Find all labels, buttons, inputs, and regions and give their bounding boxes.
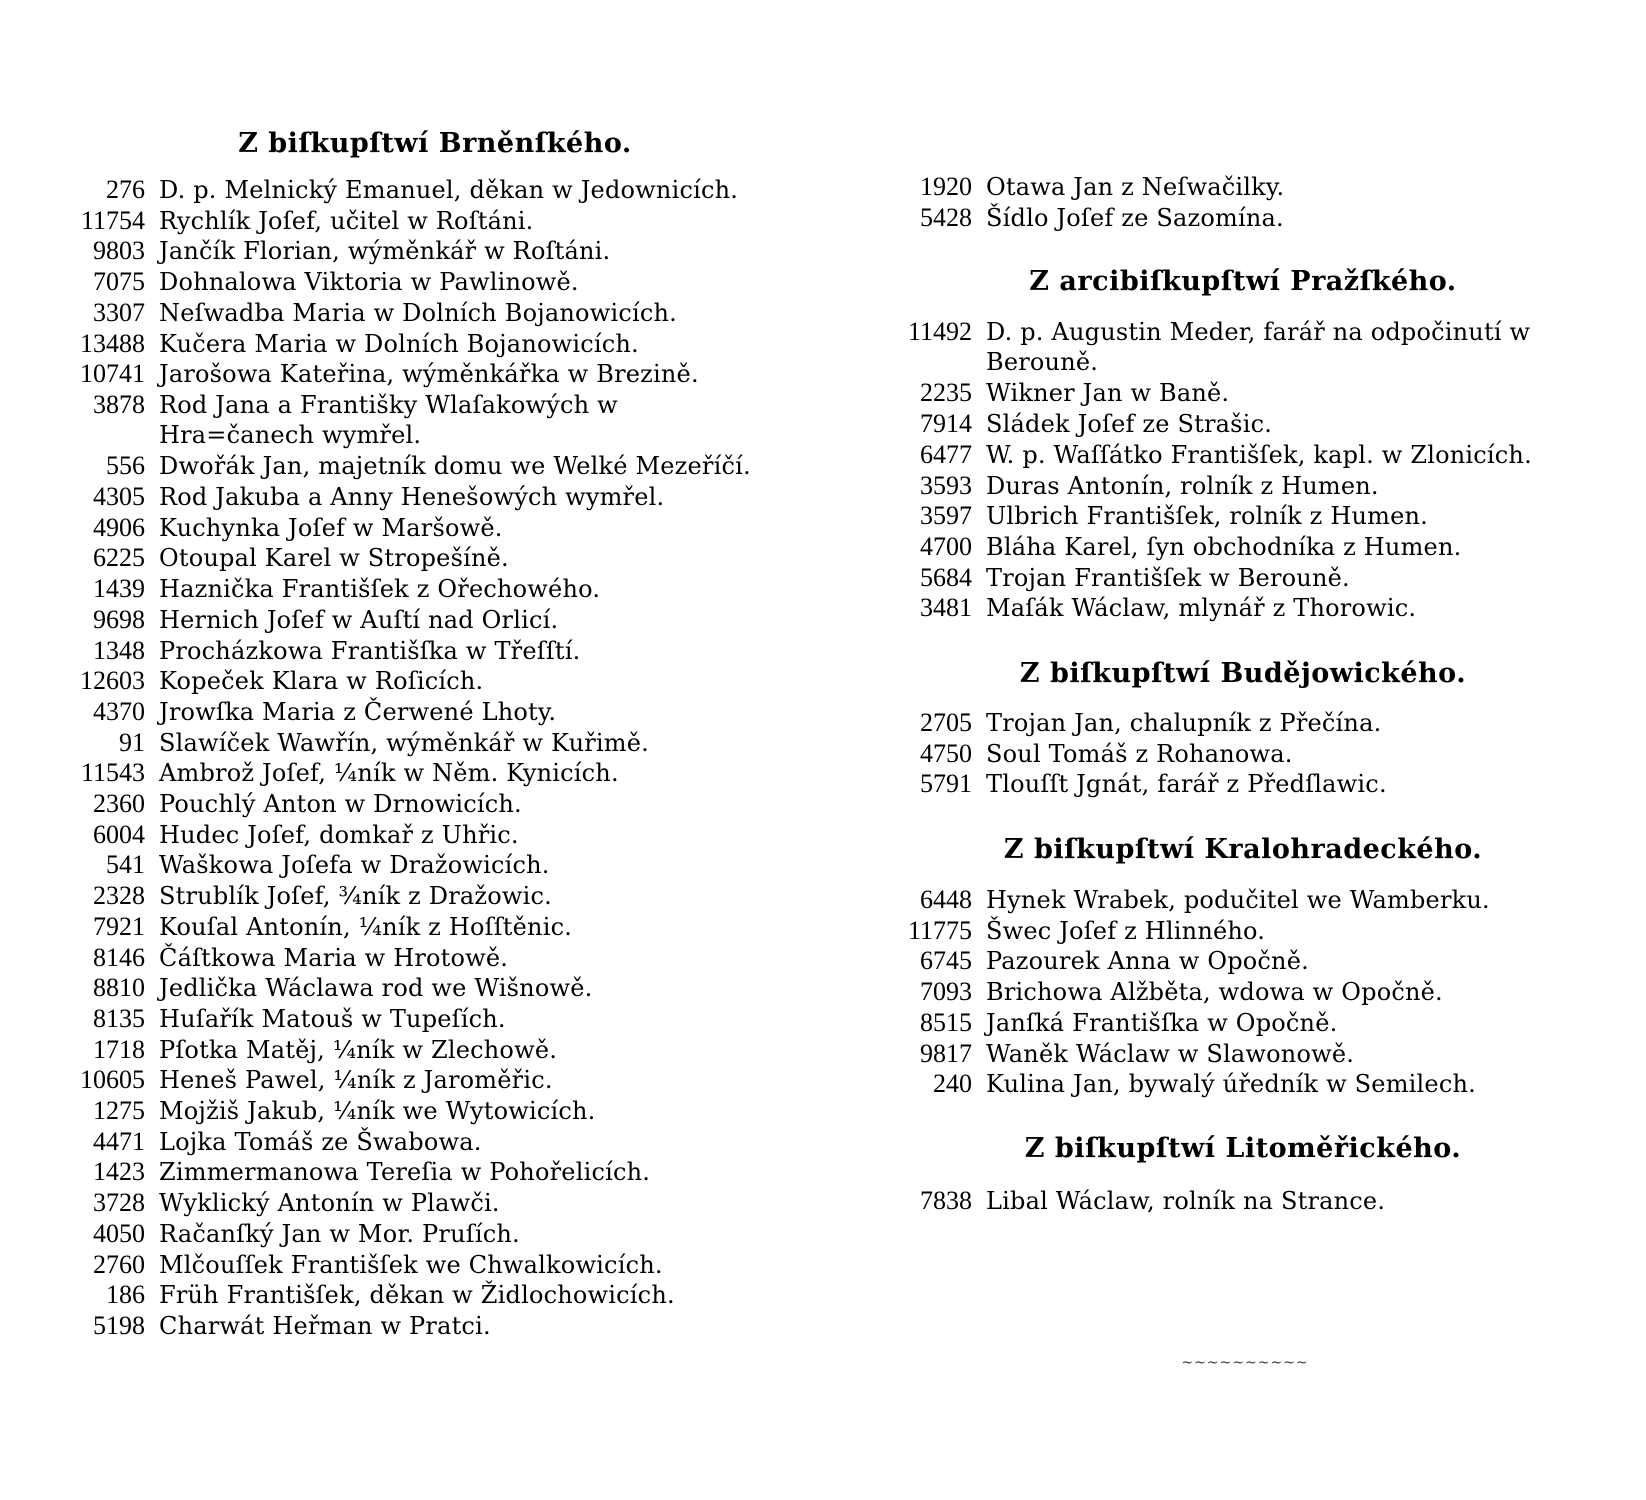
entry-number: 186: [106, 1280, 145, 1310]
list-item: [55, 450, 751, 482]
list-item: [878, 1007, 1337, 1039]
entry-text: Rychlík Joſef, učitel w Roſtáni.: [159, 206, 534, 235]
entry-number: 541: [106, 850, 145, 880]
entry-number: 6477: [920, 439, 972, 469]
entry-number: 276: [106, 175, 145, 204]
list-item: [878, 439, 1532, 471]
entry-text: Otoupal Karel w Stropešíně.: [159, 544, 509, 573]
entry-number: 12603: [80, 666, 145, 696]
entry-number: 5198: [93, 1310, 145, 1340]
entry-number: 6745: [920, 946, 972, 976]
entry-number: 7914: [920, 409, 972, 439]
list-item: [55, 1064, 553, 1096]
list-item: [878, 945, 1309, 977]
list-item: [55, 1034, 557, 1066]
list-item: [55, 727, 649, 759]
entry-number: 2705: [920, 708, 972, 737]
list-item: [55, 1218, 520, 1250]
entry-number: 5428: [920, 202, 972, 232]
section-heading-litomerice: Z biſkupſtwí Litoměřického.: [1024, 1133, 1462, 1164]
entry-number: 5684: [920, 562, 972, 592]
entry-number: 9698: [93, 604, 145, 634]
entry-number: 7093: [920, 977, 972, 1007]
list-item: [55, 573, 600, 605]
list-item: [878, 562, 1350, 594]
entry-text: Waněk Wáclaw w Slawonowě.: [986, 1039, 1355, 1068]
list-item: [55, 788, 522, 820]
list-item: [55, 665, 483, 697]
entry-text: Bláha Karel, ſyn obchodníka z Humen.: [986, 532, 1462, 561]
list-item: [878, 377, 1229, 409]
entry-text: Früh Františſek, děkan w Židlochowicích.: [159, 1281, 675, 1310]
entry-number: 1348: [93, 635, 145, 665]
list-item: [55, 235, 610, 267]
entry-text: Trojan Jan, chalupník z Přečína.: [986, 709, 1382, 737]
entry-number: 3481: [920, 593, 972, 623]
entry-text: Janſká Františſka w Opočně.: [986, 1008, 1338, 1037]
entry-number: 3593: [920, 470, 972, 500]
entry-text: Otawa Jan z Neſwačilky.: [986, 173, 1285, 201]
list-item: [55, 389, 759, 450]
list-item: [878, 531, 1461, 563]
entry-number: 6448: [920, 885, 972, 914]
entry-text: Zimmermanowa Tereſia w Pohořelicích.: [159, 1158, 651, 1187]
list-item: [55, 1126, 482, 1158]
entry-text: Čáſtkowa Maria w Hrotowě.: [159, 943, 509, 972]
section-heading-brno: Z biſkupſtwí Brněnſkého.: [238, 128, 632, 159]
entry-number: 2328: [93, 881, 145, 911]
list-item: [878, 768, 1387, 800]
list-item: [55, 1156, 650, 1188]
entry-text: Hudec Joſef, domkař z Uhřic.: [159, 820, 519, 849]
entry-text: Ambrož Joſef, ¼ník w Něm. Kynicích.: [159, 759, 619, 788]
entry-text: Heneš Pawel, ¼ník z Jaroměřic.: [159, 1066, 553, 1095]
entry-text: Wikner Jan w Baně.: [986, 379, 1230, 408]
entry-text: Kouſal Antonín, ¼ník z Hoſſtěnic.: [159, 912, 573, 941]
list-item: [55, 542, 509, 574]
entry-text: Sládek Joſef ze Strašic.: [986, 410, 1273, 439]
list-item: [878, 976, 1443, 1008]
entry-text: Pazourek Anna w Opočně.: [986, 947, 1309, 976]
entry-number: 4370: [93, 696, 145, 726]
entry-number: 11754: [80, 205, 145, 235]
entry-number: 91: [119, 727, 145, 757]
entry-number: 13488: [80, 328, 145, 358]
list-item: [55, 635, 580, 667]
entry-text: Strublík Joſef, ¾ník z Dražowic.: [159, 882, 552, 911]
entry-number: 11492: [907, 317, 972, 346]
entry-number: 4471: [93, 1126, 145, 1156]
entry-text: Pſotka Matěj, ¼ník w Zlechowě.: [159, 1035, 558, 1064]
entry-text: Haznička Františſek z Ořechowého.: [159, 575, 601, 604]
entry-text: Trojan Františſek w Berouně.: [986, 563, 1350, 592]
entry-number: 2235: [920, 378, 972, 408]
entry-text: Kulina Jan, bywalý úředník w Semilech.: [986, 1070, 1476, 1099]
entry-text: Dwořák Jan, majetník domu we Welké Mezeříčí.: [159, 452, 751, 481]
entry-number: 2360: [93, 789, 145, 818]
entry-number: 11775: [907, 915, 972, 945]
list-item: [55, 604, 558, 636]
entry-number: 8135: [93, 1003, 145, 1033]
entry-text: Hernich Joſef w Auſtí nad Orlicí.: [159, 605, 559, 634]
list-item: [55, 819, 519, 851]
entry-number: 1439: [93, 574, 145, 604]
entry-text: Duras Antonín, rolník z Humen.: [986, 471, 1379, 500]
list-item: [55, 880, 552, 912]
list-item: [55, 1279, 675, 1311]
entry-number: 11543: [80, 758, 145, 788]
entry-text: Kopeček Klara w Roſicích.: [159, 667, 484, 696]
entry-number: 556: [106, 451, 145, 481]
entry-number: 4906: [93, 512, 145, 542]
entry-text: Mojžiš Jakub, ¼ník we Wytowicích.: [159, 1097, 596, 1125]
entry-text: Šwec Joſef z Hlinného.: [986, 916, 1266, 945]
entry-text: Charwát Heřman w Pratci.: [159, 1311, 491, 1340]
entry-number: 9817: [920, 1038, 972, 1068]
entry-text: Mlčouſſek Františſek we Chwalkowicích.: [159, 1250, 663, 1279]
entry-text: Kuchynka Joſef w Maršowě.: [159, 513, 503, 542]
entry-text: Hynek Wrabek, podučitel we Wamberku.: [986, 886, 1490, 914]
entry-number: 3307: [93, 297, 145, 327]
entry-text: Jarošowa Kateřina, wýměnkářka w Brezině.: [159, 360, 699, 389]
entry-text: Dohnalowa Viktoria w Pawlinowě.: [159, 268, 579, 297]
entry-number: 2760: [93, 1249, 145, 1279]
entry-text: Tlouſſt Jgnát, farář z Předſlawic.: [986, 770, 1387, 799]
entry-text: Neſwadba Maria w Dolních Bojanowicích.: [159, 298, 677, 327]
list-item: [878, 1185, 1385, 1217]
entry-number: 240: [933, 1069, 972, 1099]
list-item: [55, 297, 677, 329]
entry-number: 4050: [93, 1218, 145, 1248]
list-item: [55, 942, 508, 974]
entry-number: 1920: [920, 172, 972, 201]
list-item: [878, 915, 1265, 947]
list-item: [55, 1003, 506, 1035]
list-item: [878, 171, 1284, 203]
section-heading-praha: Z arcibiſkupſtwí Pražſkého.: [1029, 266, 1457, 297]
list-item: [878, 500, 1428, 532]
entry-text: Ulbrich Františſek, rolník z Humen.: [986, 502, 1428, 531]
list-item: [878, 1068, 1476, 1100]
entry-text: Huſařík Matouš w Tupeſích.: [159, 1004, 506, 1033]
entry-number: 8146: [93, 942, 145, 972]
entry-text: Soul Tomáš z Rohanowa.: [986, 739, 1293, 768]
list-item: [878, 408, 1272, 440]
entry-number: 6004: [93, 819, 145, 849]
entry-number: 7838: [920, 1186, 972, 1215]
entry-number: 9803: [93, 236, 145, 266]
list-item: [55, 174, 738, 206]
entry-number: 10741: [80, 359, 145, 389]
entry-text: Lojka Tomáš ze Šwabowa.: [159, 1127, 482, 1156]
list-item: [878, 707, 1381, 739]
list-item: [878, 738, 1293, 770]
list-item: [55, 849, 550, 881]
list-item: [878, 470, 1379, 502]
entry-number: 10605: [80, 1065, 145, 1095]
entry-text: Jedlička Wáclawa rod we Wišnowě.: [159, 974, 593, 1003]
entry-text: D. p. Augustin Meder, farář na odpočinutí w Berouně.: [986, 318, 1531, 376]
list-item: [55, 911, 572, 943]
entry-number: 8515: [920, 1007, 972, 1037]
entry-number: 3728: [93, 1188, 145, 1218]
list-item: [878, 1038, 1354, 1070]
entry-number: 1275: [93, 1096, 145, 1125]
entry-text: Brichowa Alžběta, wdowa w Opočně.: [986, 978, 1443, 1007]
entry-number: 5791: [920, 769, 972, 799]
entry-number: 1423: [93, 1157, 145, 1187]
entry-number: 1718: [93, 1034, 145, 1064]
entry-number: 7075: [93, 267, 145, 297]
list-item: [55, 328, 639, 360]
entry-text: Jančík Florian, wýměnkář w Roſtáni.: [159, 237, 611, 266]
entry-number: 6225: [93, 543, 145, 573]
list-item: [55, 1187, 500, 1219]
section-heading-hradec: Z biſkupſtwí Kralohradeckého.: [1003, 834, 1483, 865]
entry-text: Račanſký Jan w Mor. Pruſích.: [159, 1219, 520, 1248]
entry-text: Šídlo Joſef ze Sazomína.: [986, 203, 1284, 232]
entry-text: Pouchlý Anton w Drnowicích.: [159, 790, 522, 818]
entry-number: 3878: [93, 389, 145, 419]
list-item: [55, 266, 579, 298]
entry-text: Wyklický Antonín w Plawči.: [159, 1189, 500, 1218]
list-item: [55, 358, 699, 390]
list-item: [55, 696, 556, 728]
list-item: [55, 512, 503, 544]
list-item: [55, 205, 534, 237]
entry-text: Rod Jakuba a Anny Henešowých wymřel.: [159, 483, 665, 511]
entry-text: Slawíček Wawřín, wýměnkář w Kuřimě.: [159, 728, 649, 757]
list-item: [55, 757, 619, 789]
end-ornament: ~~~~~~~~~~: [1181, 1355, 1309, 1371]
entry-text: Kučera Maria w Dolních Bojanowicích.: [159, 329, 639, 358]
list-item: [55, 481, 664, 513]
list-item: [878, 884, 1490, 916]
entry-number: 8810: [93, 973, 145, 1003]
entry-number: 4305: [93, 482, 145, 511]
entry-number: 4750: [920, 738, 972, 768]
section-heading-budejovice: Z biſkupſtwí Budějowického.: [1019, 658, 1467, 689]
entry-text: Maſák Wáclaw, mlynář z Thorowic.: [986, 594, 1417, 623]
entry-text: D. p. Melnický Emanuel, děkan w Jedownicích.: [159, 176, 739, 204]
entry-text: W. p. Waſſátko Františſek, kapl. w Zlonicích.: [986, 440, 1532, 469]
list-item: [878, 592, 1416, 624]
list-item: [878, 202, 1284, 234]
entry-text: Waškowa Joſefa w Dražowicích.: [159, 851, 550, 880]
entry-text: Libal Wáclaw, rolník na Strance.: [986, 1187, 1386, 1215]
entry-text: Procházkowa Františſka w Třeſſtí.: [159, 636, 581, 665]
entry-text: Jrowſka Maria z Čerwené Lhoty.: [159, 697, 557, 726]
list-item: [55, 972, 592, 1004]
entry-text: Rod Jana a Františky Wlaſakowých w Hra=čanech wymřel.: [159, 390, 618, 449]
list-item: [55, 1249, 663, 1281]
entry-number: 3597: [920, 501, 972, 531]
entry-number: 7921: [93, 911, 145, 941]
list-item: [55, 1310, 491, 1342]
list-item: [878, 316, 1586, 377]
list-item: [55, 1095, 595, 1127]
entry-number: 4700: [920, 531, 972, 561]
